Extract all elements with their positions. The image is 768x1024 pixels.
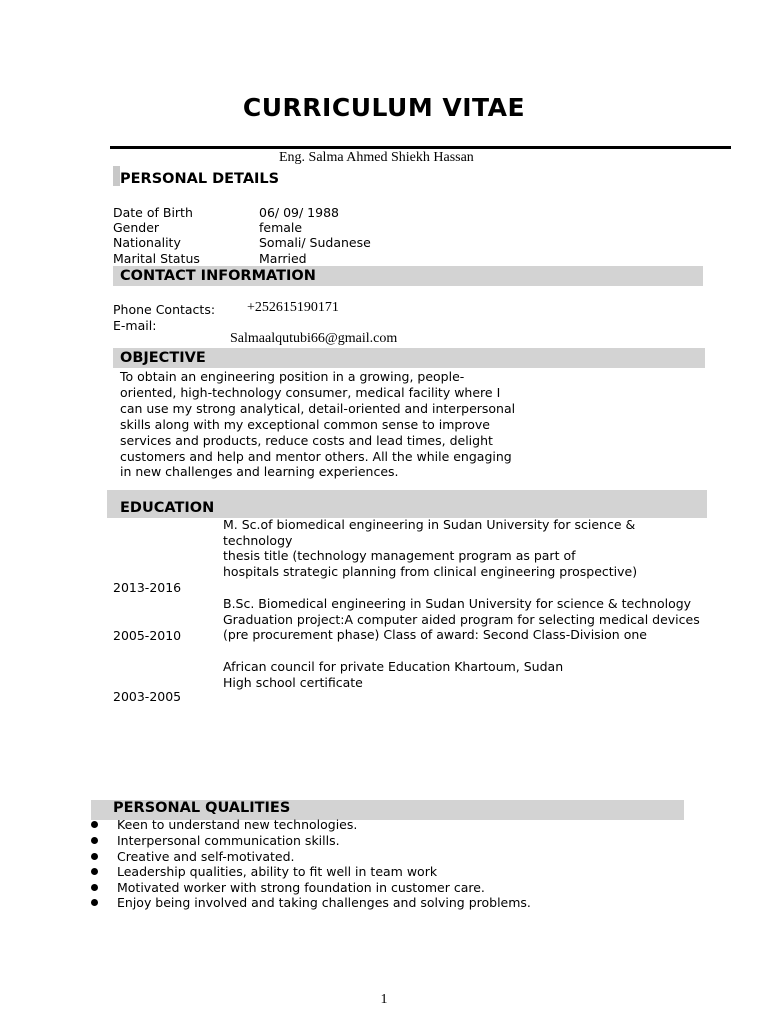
bullet-icon [91, 868, 98, 875]
phone-label: Phone Contacts: [113, 302, 216, 317]
objective-line: services and products, reduce costs and lead times, delight [120, 432, 493, 448]
marital-status-label: Marital Status [113, 251, 200, 266]
title-divider [110, 146, 731, 149]
education-detail-line: thesis title (technology management program as part of [223, 548, 576, 563]
gender-label: Gender [113, 220, 160, 235]
gender-value: female [259, 220, 303, 235]
nationality-value: Somali/ Sudanese [259, 235, 371, 250]
dob-label: Date of Birth [113, 205, 193, 220]
email-value: Salmaalqutubi66@gmail.com [230, 331, 398, 346]
quality-item: Enjoy being involved and taking challenges and solving problems. [117, 895, 531, 910]
email-label: E-mail: [113, 318, 157, 333]
objective-heading: OBJECTIVE [120, 350, 206, 366]
objective-line: customers and help and mentor others. All the while engaging [120, 448, 512, 464]
education-detail-line: B.Sc. Biomedical engineering in Sudan University for science & technology [223, 596, 692, 611]
education-detail-line: hospitals strategic planning from clinical engineering prospective) [223, 564, 638, 579]
quality-item: Creative and self-motivated. [117, 849, 295, 864]
education-years: 2013-2016 [113, 580, 182, 595]
education-heading: EDUCATION [120, 500, 215, 516]
document-title: CURRICULUM VITAE [242, 93, 526, 122]
personal-details-heading: PERSONAL DETAILS [120, 171, 280, 187]
bullet-icon [91, 884, 98, 891]
education-detail-line: African council for private Education Khartoum, Sudan [223, 659, 564, 674]
objective-line: can use my strong analytical, detail-oriented and interpersonal [120, 400, 516, 416]
contact-heading: CONTACT INFORMATION [120, 268, 316, 284]
bullet-icon [91, 853, 98, 860]
education-years: 2003-2005 [113, 689, 182, 704]
personal-details-marker [113, 166, 120, 186]
marital-status-value: Married [259, 251, 307, 266]
education-detail-line: technology [223, 533, 293, 548]
bullet-icon [91, 821, 98, 828]
qualities-heading: PERSONAL QUALITIES [113, 800, 291, 816]
objective-line: skills along with my exceptional common sense to improve [120, 416, 490, 432]
candidate-name: Eng. Salma Ahmed Shiekh Hassan [279, 150, 474, 165]
quality-item: Keen to understand new technologies. [117, 817, 358, 832]
objective-line: in new challenges and learning experiences. [120, 464, 399, 480]
phone-value: +252615190171 [247, 300, 339, 315]
education-detail-line: M. Sc.of biomedical engineering in Sudan University for science & [223, 517, 636, 532]
quality-item: Leadership qualities, ability to fit well in team work [117, 864, 438, 879]
dob-value: 06/ 09/ 1988 [259, 205, 339, 220]
objective-text [120, 369, 540, 480]
education-detail-line: (pre procurement phase) Class of award: Second Class-Division one [223, 627, 647, 642]
quality-item: Motivated worker with strong foundation in customer care. [117, 880, 485, 895]
nationality-label: Nationality [113, 235, 181, 250]
objective-line: oriented, high-technology consumer, medical facility where I [120, 384, 501, 400]
education-detail-line: High school certificate [223, 675, 363, 690]
bullet-icon [91, 837, 98, 844]
page-number: 1 [380, 992, 388, 1007]
education-detail-line: Graduation project:A computer aided program for selecting medical devices [223, 612, 700, 627]
objective-line: To obtain an engineering position in a growing, people- [120, 369, 465, 384]
education-years: 2005-2010 [113, 628, 182, 643]
bullet-icon [91, 899, 98, 906]
quality-item: Interpersonal communication skills. [117, 833, 340, 848]
